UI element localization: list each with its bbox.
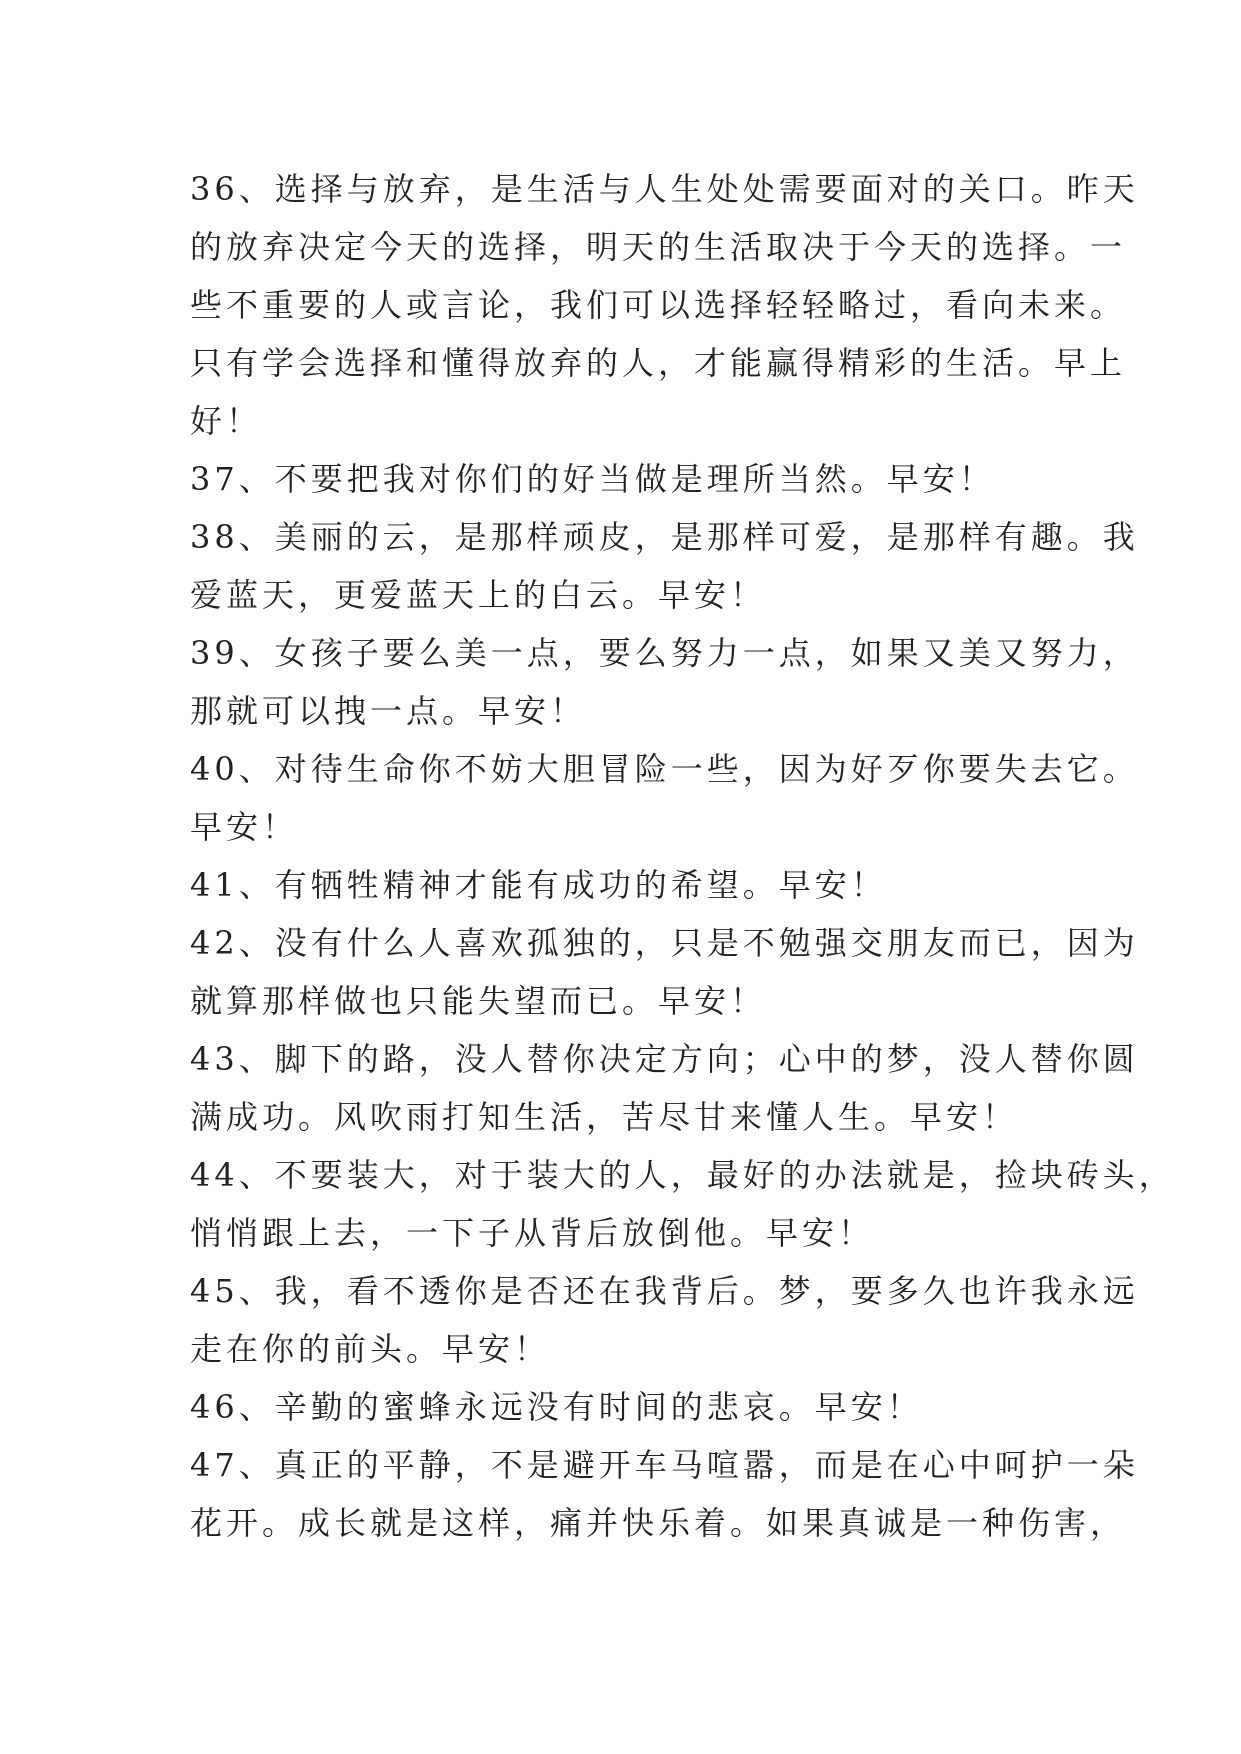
text-line: 走在你的前头。早安！: [190, 1330, 551, 1368]
text-line: 38、美丽的云，是那样顽皮，是那样可爱，是那样有趣。我: [190, 518, 1139, 556]
text-line: 46、辛勤的蜜蜂永远没有时间的悲哀。早安！: [190, 1388, 923, 1426]
text-line: 47、真正的平静，不是避开车马喧嚣，而是在心中呵护一朵: [190, 1446, 1139, 1484]
text-line: 45、我，看不透你是否还在我背后。梦，要多久也许我永远: [190, 1272, 1139, 1310]
text-line: 36、选择与放弃，是生活与人生处处需要面对的关口。昨天: [190, 170, 1139, 208]
text-line: 37、不要把我对你们的好当做是理所当然。早安！: [190, 460, 995, 498]
text-line: 只有学会选择和懂得放弃的人，才能赢得精彩的生活。早上: [190, 344, 1127, 382]
text-line: 39、女孩子要么美一点，要么努力一点，如果又美又努力，: [190, 634, 1139, 672]
text-line: 43、脚下的路，没人替你决定方向；心中的梦，没人替你圆: [190, 1040, 1139, 1078]
document-body: [190, 160, 1175, 1552]
text-line: 满成功。风吹雨打知生活，苦尽甘来懂人生。早安！: [190, 1098, 1019, 1136]
text-line: 那就可以拽一点。早安！: [190, 692, 587, 730]
text-line: 早安！: [190, 808, 299, 846]
text-line: 42、没有什么人喜欢孤独的，只是不勉强交朋友而已，因为: [190, 924, 1139, 962]
text-line: 悄悄跟上去，一下子从背后放倒他。早安！: [190, 1214, 875, 1252]
text-line: 44、不要装大，对于装大的人，最好的办法就是，捡块砖头，: [190, 1156, 1175, 1194]
text-line: 41、有牺牲精神才能有成功的希望。早安！: [190, 866, 887, 904]
text-line: 的放弃决定今天的选择，明天的生活取决于今天的选择。一: [190, 228, 1127, 266]
text-line: 40、对待生命你不妨大胆冒险一些，因为好歹你要失去它。: [190, 750, 1139, 788]
text-line: 就算那样做也只能失望而已。早安！: [190, 982, 767, 1020]
text-line: 些不重要的人或言论，我们可以选择轻轻略过，看向未来。: [190, 286, 1127, 324]
text-line: 花开。成长就是这样，痛并快乐着。如果真诚是一种伤害，: [190, 1504, 1127, 1542]
text-line: 爱蓝天，更爱蓝天上的白云。早安！: [190, 576, 767, 614]
text-line: 好！: [190, 402, 263, 440]
